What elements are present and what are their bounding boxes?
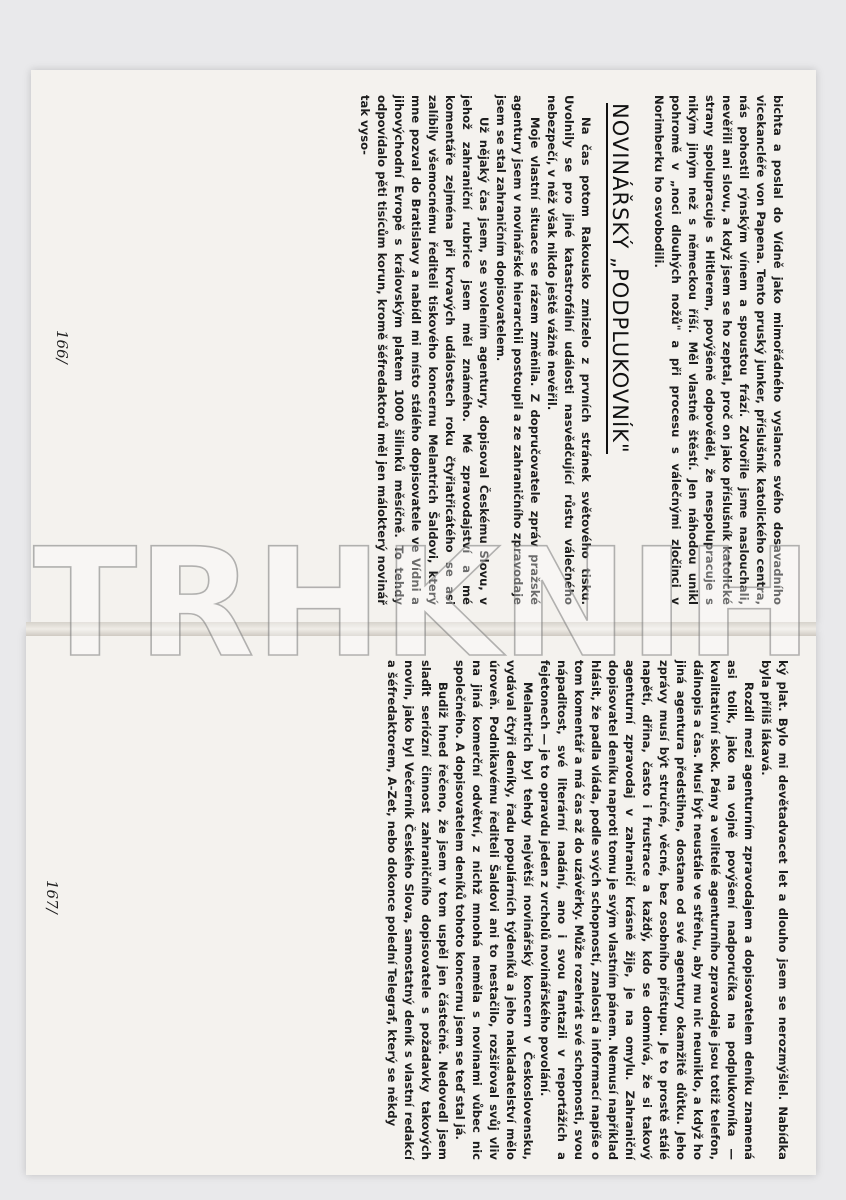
right-paragraph: Melantrich byl tehdy největší novinářský koncern v Československu, vydával čtyři deníky, řadu populárních týdeníků a jeho nakladatelství mělo úroveň. Podnikavému řediteli Šaldovi ani to nestačilo, rozšiřoval svůj vliv na jiná komerční odvětví, z nichž mnohá neměla s novinami vůbec nic společného. A dopisovatelem deníků tohoto koncernu jsem se teď stal já.: [453, 660, 535, 1160]
left-paragraph: Na čas potom Rakousko zmizelo z prvních stránek světového tisku. Uvolnily se pro jiné katastrofální události nasvědčující růstu válečného nebezpečí, v něž však nikdo ještě vážně nevěřil.: [545, 95, 593, 605]
right-paragraph: ký plat. Bylo mi devětadvacet let a dlouho jsem se nerozmýšlel. Nabídka byla příliš lákavá.: [759, 660, 790, 1160]
page-number-left: 166/: [53, 330, 71, 364]
left-paragraph: Už nějaký čas jsem, se svolením agentury, dopisoval Českému Slovu, v jehož zahraniční rubrice jsem měl známého. Mé zpravodajství a mé komentáře zejména při krvavých událostech roku čtyřiatřicátého se asi zalíbily všemocnému řediteli tiskového koncernu Melantrich Šaldovi, který mne pozval do Bratislavy a nabídl mi místo stálého dopisovatele ve Vídni a jihovýchodní Evropě s královským platem 1000 šilinků měsíčně. To tehdy odpovídalo pěti tisícům korun, kromě šéfredaktorů měl jen málokterý novinář tak vyso-: [358, 95, 491, 605]
watermark-text: TRHKNIH: [33, 517, 814, 691]
left-paragraph: bichta a poslal do Vídně jako mimořádného vyslance svého dosavadního vicekancléře von Papena. Tento pruský junker, příslušník katolického centra, nás pohostil rýnským vínem a spoustou frází. Zdvořile jsme naslouchali, nevěřili ani slovu, a když jsem se ho zeptal, proč on jako příslušník katolické strany spolupracuje s Hitlerem, povýšeně odpověděl, že nespolupracuje s nikým jiným než s německou říší. Měl vlastně štěstí. Jen náhodou unikl pohromě v „noci dlouhých nožů" a při procesu s válečnými zločinci v Norimberku ho osvobodili.: [652, 95, 785, 605]
right-paragraph: Rozdíl mezi agenturním zpravodajem a dopisovatelem deníku znamená asi tolik, jako na vojně povýšení nadporučíka na podplukovníka — kvalitativní skok. Pány a velitelé agenturního zpravodaje jsou totiž telefon, dálnopis a čas. Musí být neustále ve střehu, aby mu nic neuniklo, a když ho jiná agentura předstihne, dostane od své agentury okamžitě důtku. Jeho zprávy musí být stručné, věcné, bez osobního přístupu. Je to prostě stálé napětí, dřina, často i frustrace a každý, kdo se domnívá, že si takový agenturní zpravodaj v zahraničí krásně žije, je na omylu. Zahraniční dopisovatel deníku naproti tomu je svým vlastním pánem. Nemusí například hlásit, že padla vláda, podle svých schopností, znalostí a informací napíše o tom komentář a má čas až do uzávěrky. Může rozehrát své schopnosti, svou nápaditost, své literární nadání, ano i svou fantazii v reportážích a fejetonech — je to opravdu jeden z vrcholů novinářského povolání.: [538, 660, 756, 1160]
left-paragraph: Moje vlastní situace se rázem změnila. Z dopručovatele zpráv pražské agentury jsem v novinářské hierarchii postoupil a ze zahraničního zpravodaje jsem se stal zahraničním dopisovatelem.: [494, 95, 542, 605]
chapter-heading: NOVINÁŘSKÝ „PODPLUKOVNÍK": [608, 103, 632, 454]
right-page-text: [383, 660, 791, 1160]
book-spine: [26, 622, 816, 636]
page-number-right: 167/: [43, 880, 61, 914]
right-paragraph: Budiž hned řečeno, že jsem v tom uspěl jen částečně. Nedovedl jsem slaďit seriózní činnost zahraničního dopisovatele s požadavky takových novin, jako byl Večerník Českého Slova, samostatný deník s vlastní redakcí a šéfredaktorem, A-Zet, nebo dokonce polední Telegraf, který se někdy: [385, 660, 450, 1160]
left-page-text: [356, 95, 786, 605]
